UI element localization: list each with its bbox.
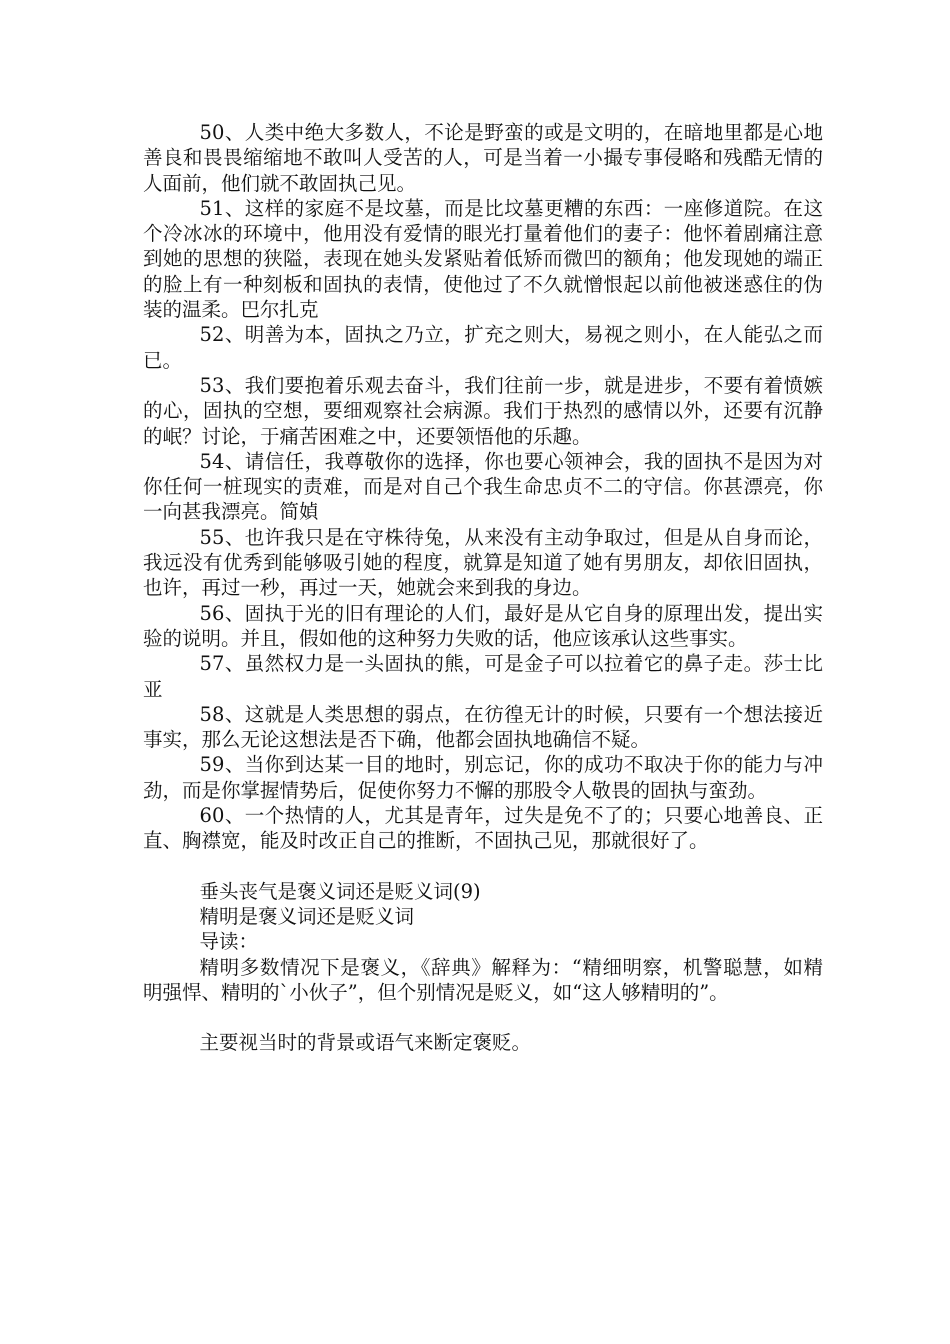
document-page	[143, 120, 823, 1055]
paragraph-53: 53、我们要抱着乐观去奋斗，我们往前一步，就是进步，不要有着愤嫉的心，固执的空想，要细观察社会病源。我们于热烈的感情以外，还要有沉静的岷？讨论，于痛苦困难之中，还要领悟他的乐趣。	[143, 373, 823, 448]
paragraph-59: 59、当你到达某一目的地时，别忘记，你的成功不取决于你的能力与冲劲，而是你掌握情势后，促使你努力不懈的那股令人敬畏的固执与蛮劲。	[143, 753, 823, 802]
paragraph-51: 51、这样的家庭不是坟墓，而是比坟墓更糟的东西：一座修道院。在这个冷冰冰的环境中，他用没有爱情的眼光打量着他们的妻子：他怀着剧痛注意到她的思想的狭隘，表现在她头发紧贴着低矫而微凹的额角；他发现她的端正的脸上有一种刻板和固执的表情，使他过了不久就憎恨起以前他被迷惑住的伪装的温柔。巴尔扎克	[143, 196, 823, 322]
paragraph-58: 58、这就是人类思想的弱点，在彷徨无计的时候，只要有一个想法接近事实，那么无论这想法是否下确，他都会固执地确信不疑。	[143, 702, 823, 752]
paragraph-55: 55、也许我只是在守株待兔，从来没有主动争取过，但是从自身而论，我远没有优秀到能够吸引她的程度，就算是知道了她有男朋友，却依旧固执，也许，再过一秒，再过一天，她就会来到我的身边。	[143, 525, 823, 600]
section-subtitle: 精明是褒义词还是贬义词	[199, 904, 415, 928]
intro-text: 精明多数情况下是褒义，《辞典》解释为：“精细明察，机警聪慧，如精明强悍、精明的`小伙子”，但个别情况是贬义，如“这人够精明的”。	[143, 955, 823, 1004]
paragraph-57: 57、虽然权力是一头固执的熊，可是金子可以拉着它的鼻子走。莎士比亚	[143, 652, 823, 701]
section-title: 垂头丧气是褒义词还是贬义词(9)	[199, 879, 481, 903]
paragraph-56: 56、固执于光的旧有理论的人们，最好是从它自身的原理出发，提出实验的说明。并且，假如他的这种努力失败的话，他应该承认这些事实。	[143, 601, 823, 650]
paragraph-52: 52、明善为本，固执之乃立，扩充之则大，易视之则小，在人能弘之而已。	[143, 323, 823, 372]
paragraph-54: 54、请信任，我尊敬你的选择，你也要心领神会，我的固执不是因为对你任何一桩现实的责难，而是对自己个我生命忠贞不二的守信。你甚漂亮，你一向甚我漂亮。简媜	[143, 449, 823, 524]
paragraph-gap	[143, 854, 823, 879]
paragraph-60: 60、一个热情的人，尤其是青年，过失是免不了的；只要心地善良、正直、胸襟宽，能及时改正自己的推断，不固执己见，那就很好了。	[143, 804, 823, 853]
closing-text: 主要视当时的背景或语气来断定褒贬。	[199, 1031, 532, 1055]
intro-label: 导读：	[199, 930, 259, 954]
paragraph-50: 50、人类中绝大多数人，不论是野蛮的或是文明的，在暗地里都是心地善良和畏畏缩缩地不敢叫人受苦的人，可是当着一小撮专事侵略和残酷无情的人面前，他们就不敢固执己见。	[143, 121, 823, 195]
paragraph-gap	[143, 1005, 823, 1030]
